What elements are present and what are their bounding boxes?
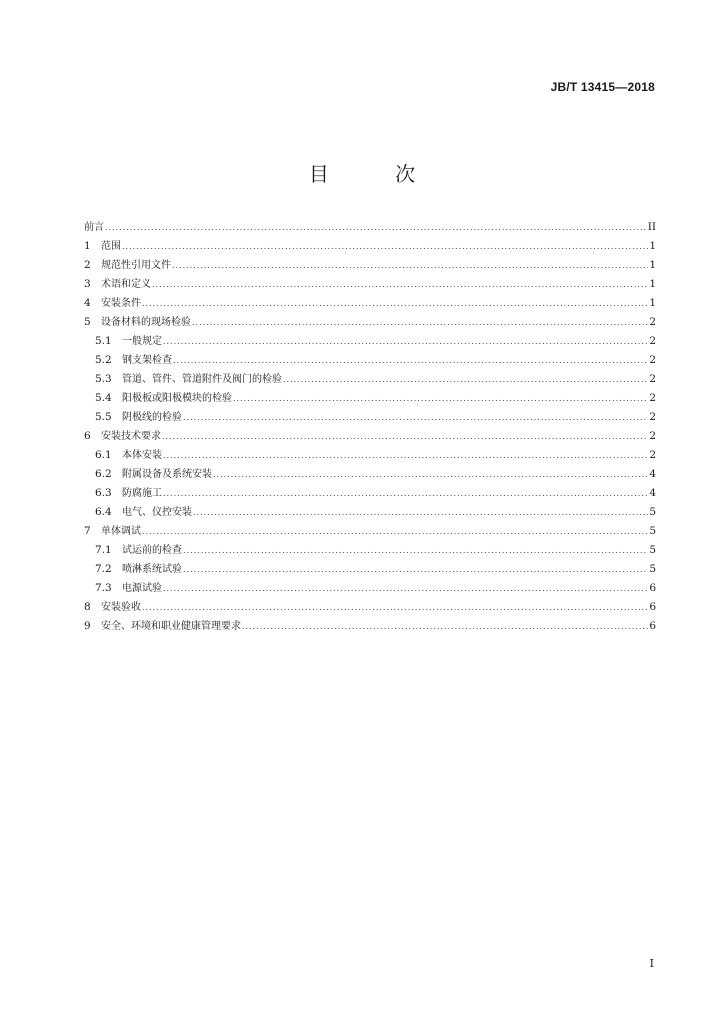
toc-entry-number: 6.3 xyxy=(95,487,112,499)
toc-entry-label: 防腐施工 xyxy=(122,488,162,499)
toc-leader-dots xyxy=(163,446,648,465)
toc-entry-number: 6.2 xyxy=(95,468,112,480)
toc-entry[interactable] xyxy=(84,351,656,370)
toc-entry-number: 5.5 xyxy=(95,411,112,423)
toc-leader-dots xyxy=(183,408,648,427)
toc-leader-dots xyxy=(233,389,648,408)
toc-entry[interactable] xyxy=(84,237,656,256)
toc-entry-number: 5.1 xyxy=(95,335,112,347)
document-code: JB/T 13415—2018 xyxy=(550,80,655,94)
toc-entry[interactable] xyxy=(84,313,656,332)
toc-entry-number: 3 xyxy=(84,278,91,290)
toc-leader-dots xyxy=(142,522,648,541)
toc-entry[interactable] xyxy=(84,598,656,617)
toc-entry-label: 阳极板或阳极模块的检验 xyxy=(122,393,232,404)
toc-entry-page: 1 xyxy=(649,240,656,252)
toc-entry[interactable] xyxy=(84,484,656,503)
toc-leader-dots xyxy=(142,294,648,313)
toc-entry-page: 4 xyxy=(649,487,656,499)
toc-entry-number: 7 xyxy=(84,525,91,537)
toc-entry[interactable] xyxy=(84,541,656,560)
toc-entry[interactable] xyxy=(84,560,656,579)
toc-entry-number: 6 xyxy=(84,430,91,442)
toc-leader-dots xyxy=(142,598,648,617)
toc-entry-label: 范围 xyxy=(101,241,121,252)
toc-entry-number: 7.3 xyxy=(95,582,112,594)
toc-leader-dots xyxy=(163,332,648,351)
toc-entry-page: 1 xyxy=(649,297,656,309)
toc-entry[interactable] xyxy=(84,465,656,484)
toc-entry-number: 6.4 xyxy=(95,506,112,518)
toc-entry-number: 5.2 xyxy=(95,354,112,366)
toc-leader-dots xyxy=(193,503,648,522)
toc-entry-page: 2 xyxy=(649,430,656,442)
toc-entry-page: 6 xyxy=(649,620,656,632)
toc-entry-page: 1 xyxy=(649,259,656,271)
toc-leader-dots xyxy=(172,256,648,275)
toc-entry-label: 安装技术要求 xyxy=(101,431,161,442)
toc-leader-dots xyxy=(163,579,648,598)
toc-leader-dots xyxy=(163,484,648,503)
toc-leader-dots xyxy=(162,427,648,446)
toc-entry-label: 附属设备及系统安装 xyxy=(122,469,212,480)
toc-leader-dots xyxy=(173,351,648,370)
toc-entry-page: 5 xyxy=(649,525,656,537)
toc-entry-page: 5 xyxy=(649,563,656,575)
toc-leader-dots xyxy=(183,560,648,579)
toc-entry-label: 阴极线的检验 xyxy=(122,412,182,423)
toc-leader-dots xyxy=(213,465,648,484)
table-of-contents xyxy=(84,218,656,636)
toc-entry-page: 6 xyxy=(649,601,656,613)
toc-entry[interactable] xyxy=(84,275,656,294)
toc-entry-number: 4 xyxy=(84,297,91,309)
toc-entry-number: 1 xyxy=(84,240,91,252)
toc-entry-label: 一般规定 xyxy=(122,336,162,347)
toc-entry[interactable] xyxy=(84,427,656,446)
toc-entry-label: 单体调试 xyxy=(101,526,141,537)
toc-leader-dots xyxy=(183,541,648,560)
toc-leader-dots xyxy=(105,218,647,237)
toc-entry-number: 7.1 xyxy=(95,544,112,556)
toc-entry-label: 术语和定义 xyxy=(101,279,151,290)
toc-entry-page: 2 xyxy=(649,449,656,461)
toc-entry-label: 设备材料的现场检验 xyxy=(101,317,191,328)
toc-entry[interactable] xyxy=(84,503,656,522)
toc-entry-page: 5 xyxy=(649,506,656,518)
toc-entry-page: 2 xyxy=(649,392,656,404)
toc-entry-number: 5 xyxy=(84,316,91,328)
toc-entry-page: 2 xyxy=(649,411,656,423)
toc-entry[interactable] xyxy=(84,370,656,389)
toc-entry-label: 电源试验 xyxy=(122,583,162,594)
toc-entry[interactable] xyxy=(84,579,656,598)
toc-entry-number: 8 xyxy=(84,601,91,613)
toc-entry-label: 喷淋系统试验 xyxy=(122,564,182,575)
toc-leader-dots xyxy=(283,370,648,389)
toc-entry-page: 6 xyxy=(649,582,656,594)
toc-entry-page: 2 xyxy=(649,373,656,385)
toc-entry-label: 试运前的检查 xyxy=(122,545,182,556)
toc-entry-label: 安装验收 xyxy=(101,602,141,613)
toc-entry-page: II xyxy=(647,221,656,233)
toc-leader-dots xyxy=(122,237,648,256)
toc-entry-label: 管道、管件、管道附件及阀门的检验 xyxy=(122,374,282,385)
toc-entry-number: 9 xyxy=(84,620,91,632)
toc-entry-page: 4 xyxy=(649,468,656,480)
toc-entry-label: 规范性引用文件 xyxy=(101,260,171,271)
toc-entry[interactable] xyxy=(84,256,656,275)
toc-entry-number: 5.3 xyxy=(95,373,112,385)
toc-leader-dots xyxy=(242,617,648,636)
toc-entry-label: 钢支架检查 xyxy=(122,355,172,366)
toc-entry-page: 1 xyxy=(649,278,656,290)
toc-entry-number: 5.4 xyxy=(95,392,112,404)
toc-entry-number: 2 xyxy=(84,259,91,271)
toc-title: 目 次 xyxy=(308,162,446,186)
toc-entry-page: 2 xyxy=(649,316,656,328)
toc-entry-label: 电气、仪控安装 xyxy=(122,507,192,518)
toc-entry[interactable] xyxy=(84,446,656,465)
toc-entry[interactable] xyxy=(84,522,656,541)
toc-entry-page: 2 xyxy=(649,354,656,366)
toc-entry-page: 2 xyxy=(649,335,656,347)
toc-entry[interactable] xyxy=(84,617,656,636)
toc-entry[interactable] xyxy=(84,218,656,237)
toc-leader-dots xyxy=(152,275,648,294)
toc-leader-dots xyxy=(192,313,648,332)
toc-entry-page: 5 xyxy=(649,544,656,556)
toc-entry-label: 安装条件 xyxy=(101,298,141,309)
toc-entry[interactable] xyxy=(84,389,656,408)
toc-entry-label: 前言 xyxy=(84,222,104,233)
toc-entry-number: 6.1 xyxy=(95,449,112,461)
page-number: I xyxy=(649,957,654,970)
toc-entry[interactable] xyxy=(84,408,656,427)
toc-entry-label: 安全、环境和职业健康管理要求 xyxy=(101,621,241,632)
toc-entry-label: 本体安装 xyxy=(122,450,162,461)
toc-entry[interactable] xyxy=(84,332,656,351)
toc-entry-number: 7.2 xyxy=(95,563,112,575)
toc-entry[interactable] xyxy=(84,294,656,313)
